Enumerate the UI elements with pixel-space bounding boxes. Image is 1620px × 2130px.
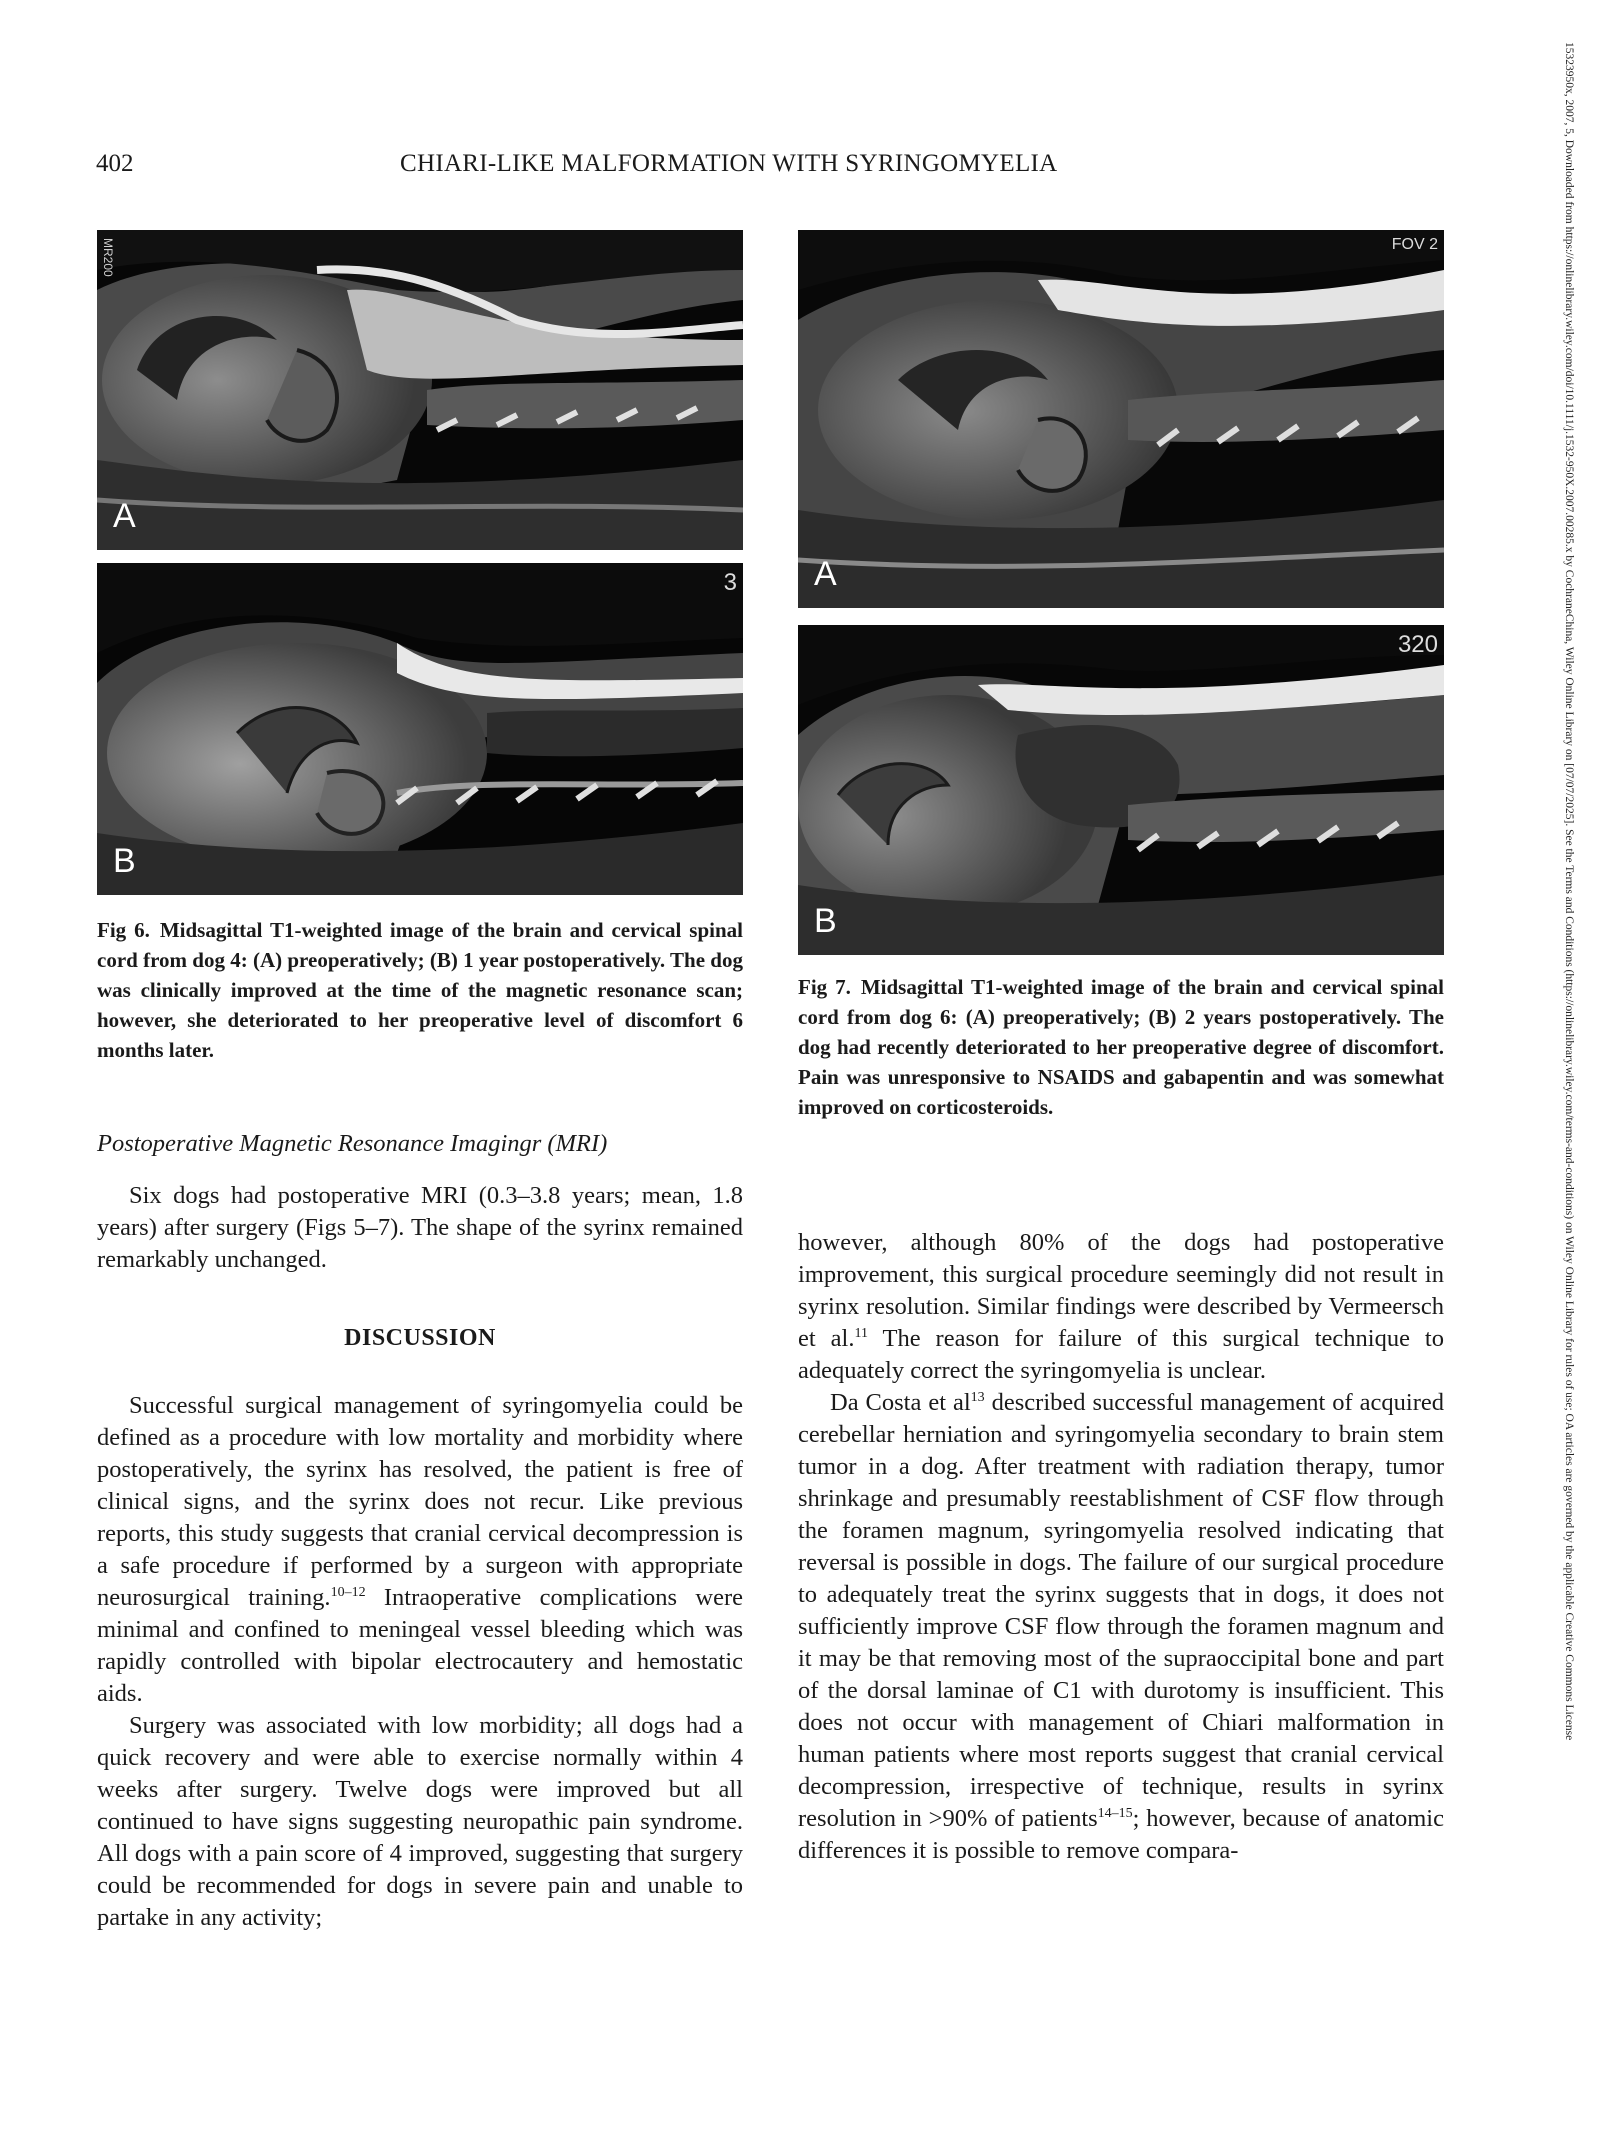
citation-ref: 10–12 [330,1584,366,1600]
fig6-caption-text: Midsagittal T1-weighted image of the brain and cervical spinal cord from dog 4: (A) preoperatively; (B) 1 year postoperatively. The dog was clinically improved at the time of the magnetic resonance scan; however, she deteriorated to her preoperative level of discomfort 6 months later. [97,918,743,1062]
fig6-label: Fig 6. [97,918,150,942]
subsection-heading: Postoperative Magnetic Resonance Imagingr (MRI) [97,1130,608,1157]
running-title: CHIARI-LIKE MALFORMATION WITH SYRINGOMYELIA [400,150,1058,177]
text-run: described successful management of acquired cerebellar herniation and syringomyelia secondary to brain stem tumor in a dog. After treatment with radiation therapy, tumor shrinkage and presumably reestablishment of CSF flow through the foramen magnum, syringomyelia resolved indicating that reversal is possible in dogs. The failure of our surgical procedure to adequately treat the syrinx suggests that in dogs, it does not sufficiently improve CSF flow through the foramen magnum and it may be that removing most of the supraoccipital bone and part of the dorsal laminae of C1 with durotomy is insufficient. This does not occur with management of Chiari malformation in human patients where most reports suggest that cranial cervical decompression, irrespective of technique, results in syrinx resolution in >90% of patients [798,1389,1444,1832]
mri-sagittal-scan [97,230,743,550]
fig7-caption [798,972,1444,1122]
text-run: Successful surgical management of syringomyelia could be defined as a procedure with low mortality and morbidity where postoperatively, the syrinx has resolved, the patient is free of clinical signs, and the syrinx does not recur. Like previous reports, this study suggests that cranial cervical decompression is a safe procedure if performed by a surgeon with appropriate neurosurgical training. [97,1392,743,1611]
fig6-caption [97,915,743,1065]
page-number: 402 [96,150,134,177]
scanner-edge-text: MR200 [101,238,115,277]
paragraph [97,1390,743,1710]
text-run: Intraoperative complications were minimal and confined to meningeal vessel bleeding which was rapidly controlled with bipolar electrocautery and hemostatic aids. [97,1584,743,1707]
paragraph: Surgery was associated with low morbidity; all dogs had a quick recovery and were able to exercise normally within 4 weeks after surgery. Twelve dogs were improved but all continued to have signs suggesting neuropathic pain syndrome. All dogs with a pain score of 4 improved, suggesting that surgery could be recommended for dogs in severe pain and unable to partake in any activity; [97,1712,743,1931]
left-para-1 [97,1180,743,1276]
section-heading: DISCUSSION [344,1325,496,1351]
mri-sagittal-scan [798,230,1444,608]
paragraph: Six dogs had postoperative MRI (0.3–3.8 years; mean, 1.8 years) after surgery (Figs 5–7). The shape of the syrinx remained remarkably unchanged. [97,1182,743,1273]
fig7-label: Fig 7. [798,975,851,999]
panel-label-a: A [814,555,837,593]
text-run: The reason for failure of this surgical technique to adequately correct the syringomyelia is unclear. [798,1325,1444,1384]
panel-label-b: B [113,842,136,880]
paragraph [798,1227,1444,1387]
fig7-caption-text: Midsagittal T1-weighted image of the brain and cervical spinal cord from dog 6: (A) preoperatively; (B) 2 years postoperatively. The dog had recently deteriorated to her preoperative degree of discomfort. Pain was unresponsive to NSAIDS and gabapentin and was somewhat improved on corticosteroids. [798,975,1444,1119]
mri-sagittal-scan [798,625,1444,955]
fig7-panel-a-image [798,230,1444,608]
citation-ref: 14–15 [1097,1805,1133,1821]
left-body [97,1390,743,1934]
fig6-panel-a-image [97,230,743,550]
mri-sagittal-scan [97,563,743,895]
scanner-tag: FOV 2 [1391,236,1438,253]
text-run: Da Costa et al [830,1389,971,1416]
panel-label-a: A [113,497,136,535]
scanner-tag: 3 [723,569,737,596]
citation-ref: 11 [854,1325,868,1341]
text-run: ; however, because of anatomic differences it is possible to remove compara- [798,1805,1444,1864]
download-notice: 15323950x, 2007, 5, Downloaded from https://onlinelibrary.wiley.com/doi/10.1111/j.1532-950X.2007.00285.x by CochraneChina, Wiley Online Library on [07/07/2025]. See the Terms and Conditions (https://onlinelibrary.wiley.com/terms-and-conditions) on Wiley Online Library for rules of use; OA articles are governed by the applicable Creative Commons License [1563,42,1575,1741]
text-run: however, although 80% of the dogs had postoperative improvement, this surgical procedure seemingly did not result in syrinx resolution. Similar findings were described by Vermeersch et al. [798,1229,1444,1352]
panel-label-b: B [814,902,837,940]
fig7-panel-b-image [798,625,1444,955]
citation-ref: 13 [970,1389,985,1405]
fig6-panel-b-image [97,563,743,895]
right-body [798,1227,1444,1867]
paragraph [798,1387,1444,1867]
scanner-tag: 320 [1397,631,1438,658]
